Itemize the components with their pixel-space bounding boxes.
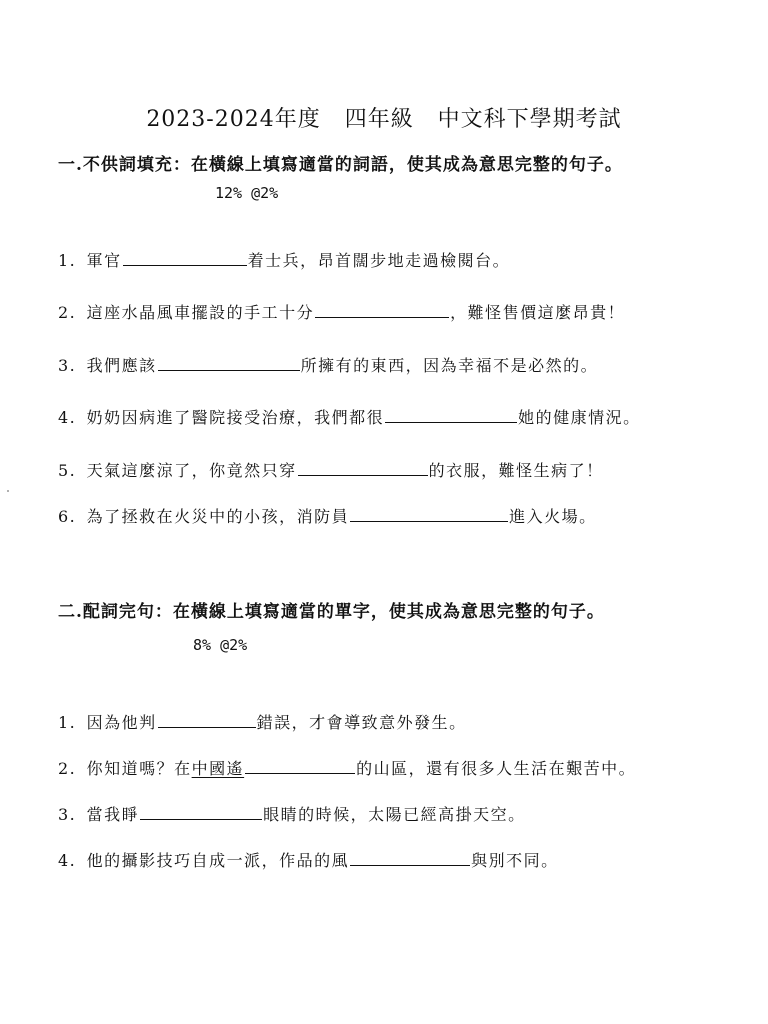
question-text-before: 當我睜 bbox=[86, 805, 140, 824]
question-number: 1. bbox=[58, 713, 77, 732]
question-text-after: 着士兵，昂首闊步地走過檢閱台。 bbox=[247, 251, 511, 270]
question-text-after: 的山區，還有很多人生活在艱苦中。 bbox=[356, 759, 637, 778]
exam-title: 2023-2024年度 四年級 中文科下學期考試 bbox=[146, 107, 622, 132]
s2-question-2 bbox=[58, 756, 636, 779]
question-text-after: 所擁有的東西，因為幸福不是必然的。 bbox=[300, 356, 599, 375]
scan-speck bbox=[7, 490, 9, 492]
s2-question-3 bbox=[58, 802, 526, 825]
question-number: 6. bbox=[58, 507, 77, 526]
question-text-after: 的衣服，難怪生病了！ bbox=[428, 461, 604, 480]
question-text-before: 因為他判 bbox=[86, 713, 157, 732]
answer-blank[interactable] bbox=[350, 851, 470, 866]
answer-blank[interactable] bbox=[123, 251, 247, 266]
section2-score: 8% @2% bbox=[193, 636, 248, 654]
section2-heading: 二.配詞完句：在橫線上填寫適當的單字，使其成為意思完整的句子。 bbox=[58, 602, 605, 622]
s1-question-6 bbox=[58, 504, 597, 527]
answer-blank[interactable] bbox=[315, 303, 449, 318]
question-text-before: 他的攝影技巧自成一派，作品的風 bbox=[86, 851, 350, 870]
question-number: 2. bbox=[58, 759, 77, 778]
question-text-after: 眼睛的時候，太陽已經高掛天空。 bbox=[263, 805, 526, 824]
s1-question-1 bbox=[58, 248, 510, 271]
question-number: 3. bbox=[58, 356, 77, 375]
s1-question-5 bbox=[58, 458, 604, 481]
answer-blank[interactable] bbox=[140, 805, 262, 820]
question-text-before: 你知道嗎？在 bbox=[86, 759, 192, 778]
section1-heading: 一.不供詞填充：在橫線上填寫適當的詞語，使其成為意思完整的句子。 bbox=[58, 155, 623, 175]
question-text-before: 軍官 bbox=[86, 251, 122, 270]
question-text-after: 錯誤，才會導致意外發生。 bbox=[256, 713, 467, 732]
answer-blank[interactable] bbox=[158, 356, 300, 371]
question-number: 3. bbox=[58, 805, 77, 824]
question-text-before: 我們應該 bbox=[86, 356, 157, 375]
answer-blank[interactable] bbox=[385, 408, 517, 423]
question-text-after: 她的健康情況。 bbox=[518, 408, 641, 427]
question-text-before: 為了拯救在火災中的小孩，消防員 bbox=[86, 507, 350, 526]
question-text-before: 這座水晶風車擺設的手工十分 bbox=[86, 303, 315, 322]
question-number: 1. bbox=[58, 251, 77, 270]
question-text-before: 奶奶因病進了醫院接受治療，我們都很 bbox=[86, 408, 385, 427]
question-text-before: 天氣這麼涼了，你竟然只穿 bbox=[86, 461, 297, 480]
underlined-phrase: 中國遙 bbox=[191, 759, 245, 778]
s1-question-4 bbox=[58, 405, 641, 428]
s2-question-1 bbox=[58, 710, 467, 733]
question-number: 4. bbox=[58, 408, 77, 427]
answer-blank[interactable] bbox=[158, 713, 256, 728]
answer-blank[interactable] bbox=[350, 507, 508, 522]
question-text-after: ，難怪售價這麼昂貴！ bbox=[450, 303, 626, 322]
question-number: 2. bbox=[58, 303, 77, 322]
s1-question-3 bbox=[58, 353, 598, 376]
section1-score: 12% @2% bbox=[215, 184, 279, 202]
s1-question-2 bbox=[58, 300, 625, 323]
question-text-after: 進入火場。 bbox=[509, 507, 597, 526]
question-number: 4. bbox=[58, 851, 77, 870]
question-text-after: 與別不同。 bbox=[471, 851, 559, 870]
s2-question-4 bbox=[58, 848, 559, 871]
answer-blank[interactable] bbox=[298, 461, 428, 476]
question-number: 5. bbox=[58, 461, 77, 480]
answer-blank[interactable] bbox=[245, 759, 355, 774]
